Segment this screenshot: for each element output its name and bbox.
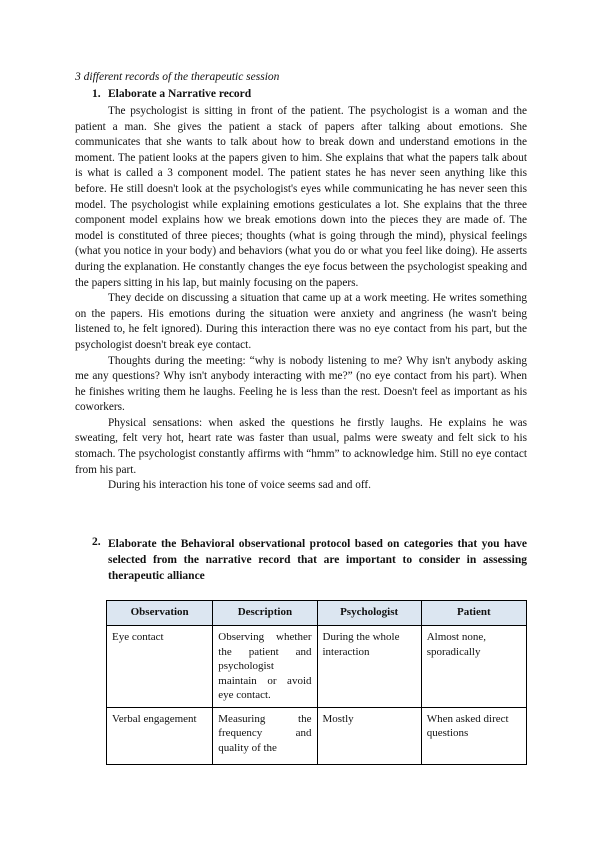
narrative-paragraph: Physical sensations: when asked the questions he firstly laughs. He explains he was sweating, felt very hot, heart rate was faster than usual, palms were sweaty and felt sick to his stomach. The psychologist constantly affirms with “hmm” to acknowledge him. Still no eye contact from his part. (75, 416, 527, 476)
header-observation: Observation (107, 601, 213, 626)
narrative-record-body (75, 104, 527, 494)
section-1-title: Elaborate a Narrative record (108, 88, 252, 100)
section-2-title: Elaborate the Behavioral observational protocol based on categories that you have selected from the narrative record that are important to consider in assessing therapeutic alliance (108, 538, 527, 582)
cell-patient: Almost none, sporadically (421, 626, 526, 708)
observational-protocol-table (106, 600, 527, 765)
narrative-paragraph: During his interaction his tone of voice seems sad and off. (108, 479, 372, 492)
section-1-number: 1. (92, 88, 101, 100)
header-description: Description (213, 601, 317, 626)
cell-psychologist: Mostly (317, 707, 421, 764)
document-heading: 3 different records of the therapeutic session (75, 71, 280, 83)
header-psychologist: Psychologist (317, 601, 421, 626)
table-header-row (107, 601, 527, 626)
narrative-paragraph: They decide on discussing a situation that came up at a work meeting. He writes something on the papers. His emotions during the situation were anxiety and angriness (he wasn't being listened to, he felt ignored). During this interaction there was no eye contact from his part, but the psychologist doesn't break eye contact. (75, 292, 527, 351)
cell-psychologist: During the whole interaction (317, 626, 421, 708)
section-2-number: 2. (92, 536, 101, 548)
table-row (107, 626, 527, 708)
narrative-paragraph: The psychologist is sitting in front of the patient. The psychologist is a woman and the patient a man. She gives the patient a stack of papers after talking about emotions. She communicates that she wants to talk about how to break down and understand emotions in the moment. The patient looks at the papers given to him. She explains that what the papers talk about is what is called a 3 component model. The patient states he has never seen anything like this before. He still doesn't look at the psychologist's eyes while communicating he has never seen this model. The psychologist while explaining emotions gesticulates a lot. She explains that the three component model explains how we break emotions down into the pieces they are made of. The model is constituted of three pieces; thoughts (what is going through the mind), physical feelings (what you notice in your body) and behaviors (what you do or what you feel like doing). He asserts during the explanation. He constantly changes the eye focus between the psychologist speaking and the papers sitting in his lap, but mainly focusing on the papers. (75, 105, 527, 289)
cell-observation: Verbal engagement (107, 707, 213, 764)
cell-description: Measuring the frequency and quality of the (213, 707, 317, 764)
cell-patient: When asked direct questions (421, 707, 526, 764)
table-row (107, 707, 527, 764)
cell-observation: Eye contact (107, 626, 213, 708)
cell-description: Observing whether the patient and psychologist maintain or avoid eye contact. (213, 626, 317, 708)
header-patient: Patient (421, 601, 526, 626)
narrative-paragraph: Thoughts during the meeting: “why is nobody listening to me? Why isn't anybody asking me any questions? Why isn't anybody interacting with me?” (no eye contact from his part). When he finishes writing them he laughs. Feeling he is less than the rest. Doesn't feel as important as his coworkers. (75, 354, 527, 414)
